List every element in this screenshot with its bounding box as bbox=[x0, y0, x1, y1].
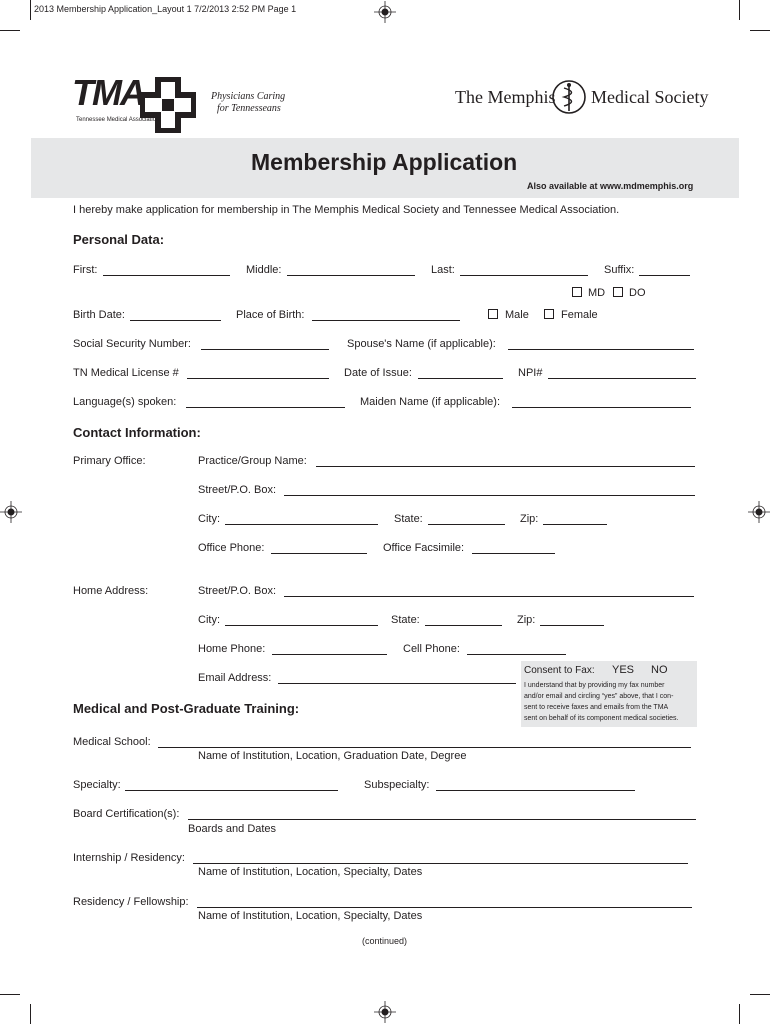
tma-tagline-1: Physicians Caring bbox=[211, 91, 286, 102]
maiden-field[interactable] bbox=[512, 407, 691, 408]
office-street-field[interactable] bbox=[284, 495, 695, 496]
home-street-label: Street/P.O. Box: bbox=[198, 585, 277, 597]
medical-school-label: Medical School: bbox=[73, 736, 151, 748]
ssn-field[interactable] bbox=[201, 349, 329, 350]
crop-mark bbox=[30, 0, 31, 20]
do-label: DO bbox=[629, 287, 646, 299]
birth-date-label: Birth Date: bbox=[73, 309, 125, 321]
consent-text-3: sent to receive faxes and emails from the TMA bbox=[524, 704, 669, 711]
medical-school-hint: Name of Institution, Location, Graduation Date, Degree bbox=[198, 750, 467, 762]
subspecialty-label: Subspecialty: bbox=[364, 779, 430, 791]
home-state-field[interactable] bbox=[425, 625, 502, 626]
place-of-birth-field[interactable] bbox=[312, 320, 460, 321]
crop-mark bbox=[750, 30, 770, 31]
tma-tagline-2: for Tennesseans bbox=[217, 103, 281, 114]
consent-text-1: I understand that by providing my fax number bbox=[524, 682, 665, 689]
fellowship-label: Residency / Fellowship: bbox=[73, 896, 189, 908]
home-city-field[interactable] bbox=[225, 625, 378, 626]
registration-mark-icon bbox=[374, 1, 396, 23]
middle-field[interactable] bbox=[287, 275, 415, 276]
maiden-label: Maiden Name (if applicable): bbox=[360, 396, 501, 408]
crop-mark bbox=[739, 1004, 740, 1024]
consent-text-4: sent on behalf of its component medical societies. bbox=[524, 715, 679, 722]
office-city-field[interactable] bbox=[225, 524, 378, 525]
office-street-label: Street/P.O. Box: bbox=[198, 484, 277, 496]
internship-field[interactable] bbox=[193, 863, 688, 864]
practice-field[interactable] bbox=[316, 466, 695, 467]
intro-text: I hereby make application for membership in The Memphis Medical Society and Tennessee Medical Association. bbox=[73, 204, 620, 216]
office-zip-label: Zip: bbox=[520, 513, 539, 525]
consent-label: Consent to Fax: bbox=[524, 665, 595, 676]
specialty-label: Specialty: bbox=[73, 779, 121, 791]
board-certification-field[interactable] bbox=[188, 819, 696, 820]
home-street-field[interactable] bbox=[284, 596, 694, 597]
office-state-label: State: bbox=[394, 513, 423, 525]
medical-cross-icon bbox=[140, 77, 196, 133]
section-personal-data: Personal Data: bbox=[73, 232, 165, 247]
birth-date-field[interactable] bbox=[130, 320, 221, 321]
spouse-field[interactable] bbox=[508, 349, 694, 350]
office-phone-field[interactable] bbox=[271, 553, 367, 554]
medical-school-field[interactable] bbox=[158, 747, 691, 748]
md-label: MD bbox=[588, 287, 606, 299]
npi-field[interactable] bbox=[548, 378, 696, 379]
section-training: Medical and Post-Graduate Training: bbox=[73, 701, 300, 716]
tma-subtitle: Tennessee Medical Association bbox=[76, 117, 160, 123]
office-zip-field[interactable] bbox=[543, 524, 607, 525]
crop-mark bbox=[739, 0, 740, 20]
first-field[interactable] bbox=[103, 275, 230, 276]
female-checkbox[interactable] bbox=[544, 309, 554, 319]
home-zip-field[interactable] bbox=[540, 625, 604, 626]
memphis-logo-left: The Memphis bbox=[455, 87, 556, 107]
license-label: TN Medical License # bbox=[73, 367, 179, 379]
home-zip-label: Zip: bbox=[517, 614, 536, 626]
specialty-field[interactable] bbox=[125, 790, 338, 791]
office-city-label: City: bbox=[198, 513, 220, 525]
crop-mark bbox=[750, 994, 770, 995]
suffix-label: Suffix: bbox=[604, 264, 635, 276]
section-contact-information: Contact Information: bbox=[73, 425, 201, 440]
tma-wordmark: TMA bbox=[72, 72, 144, 113]
fellowship-field[interactable] bbox=[197, 907, 692, 908]
printer-slug: 2013 Membership Application_Layout 1 7/2/2013 2:52 PM Page 1 bbox=[34, 4, 297, 14]
crop-mark bbox=[0, 994, 20, 995]
consent-yes-option[interactable]: YES bbox=[612, 664, 635, 676]
male-label: Male bbox=[505, 309, 529, 321]
office-fax-label: Office Facsimile: bbox=[383, 542, 465, 554]
home-address-label: Home Address: bbox=[73, 585, 149, 597]
crop-mark bbox=[30, 1004, 31, 1024]
primary-office-label: Primary Office: bbox=[73, 455, 146, 467]
languages-field[interactable] bbox=[186, 407, 345, 408]
languages-label: Language(s) spoken: bbox=[73, 396, 177, 408]
female-label: Female bbox=[561, 309, 598, 321]
spouse-label: Spouse's Name (if applicable): bbox=[347, 338, 496, 350]
availability-note: Also available at www.mdmemphis.org bbox=[527, 181, 694, 191]
caduceus-icon bbox=[551, 79, 587, 115]
home-city-label: City: bbox=[198, 614, 220, 626]
page-title: Membership Application bbox=[251, 149, 518, 175]
home-state-label: State: bbox=[391, 614, 420, 626]
practice-label: Practice/Group Name: bbox=[198, 455, 307, 467]
continued-note: (continued) bbox=[362, 936, 408, 946]
home-phone-label: Home Phone: bbox=[198, 643, 266, 655]
registration-mark-icon bbox=[374, 1001, 396, 1023]
first-label: First: bbox=[73, 264, 98, 276]
office-state-field[interactable] bbox=[428, 524, 505, 525]
fellowship-hint: Name of Institution, Location, Specialty, Dates bbox=[198, 910, 423, 922]
internship-label: Internship / Residency: bbox=[73, 852, 185, 864]
male-checkbox[interactable] bbox=[488, 309, 498, 319]
license-field[interactable] bbox=[187, 378, 329, 379]
consent-box bbox=[521, 661, 697, 727]
registration-mark-icon bbox=[748, 501, 770, 523]
npi-label: NPI# bbox=[518, 367, 543, 379]
memphis-logo-right: Medical Society bbox=[591, 87, 709, 107]
do-checkbox[interactable] bbox=[613, 287, 623, 297]
email-label: Email Address: bbox=[198, 672, 272, 684]
email-field[interactable] bbox=[278, 683, 516, 684]
board-certification-hint: Boards and Dates bbox=[188, 823, 277, 835]
board-certification-label: Board Certification(s): bbox=[73, 808, 180, 820]
cell-phone-field[interactable] bbox=[467, 654, 566, 655]
internship-hint: Name of Institution, Location, Specialty, Dates bbox=[198, 866, 423, 878]
last-label: Last: bbox=[431, 264, 455, 276]
consent-text-2: and/or email and circling “yes” above, that I con- bbox=[524, 693, 674, 700]
office-phone-label: Office Phone: bbox=[198, 542, 265, 554]
registration-mark-icon bbox=[0, 501, 22, 523]
date-of-issue-field[interactable] bbox=[418, 378, 503, 379]
home-phone-field[interactable] bbox=[272, 654, 387, 655]
ssn-label: Social Security Number: bbox=[73, 338, 191, 350]
cell-phone-label: Cell Phone: bbox=[403, 643, 460, 655]
md-checkbox[interactable] bbox=[572, 287, 582, 297]
crop-mark bbox=[0, 30, 20, 31]
date-of-issue-label: Date of Issue: bbox=[344, 367, 412, 379]
place-of-birth-label: Place of Birth: bbox=[236, 309, 305, 321]
consent-no-option[interactable]: NO bbox=[651, 664, 668, 676]
last-field[interactable] bbox=[460, 275, 588, 276]
suffix-field[interactable] bbox=[639, 275, 690, 276]
middle-label: Middle: bbox=[246, 264, 282, 276]
office-fax-field[interactable] bbox=[472, 553, 555, 554]
subspecialty-field[interactable] bbox=[436, 790, 635, 791]
